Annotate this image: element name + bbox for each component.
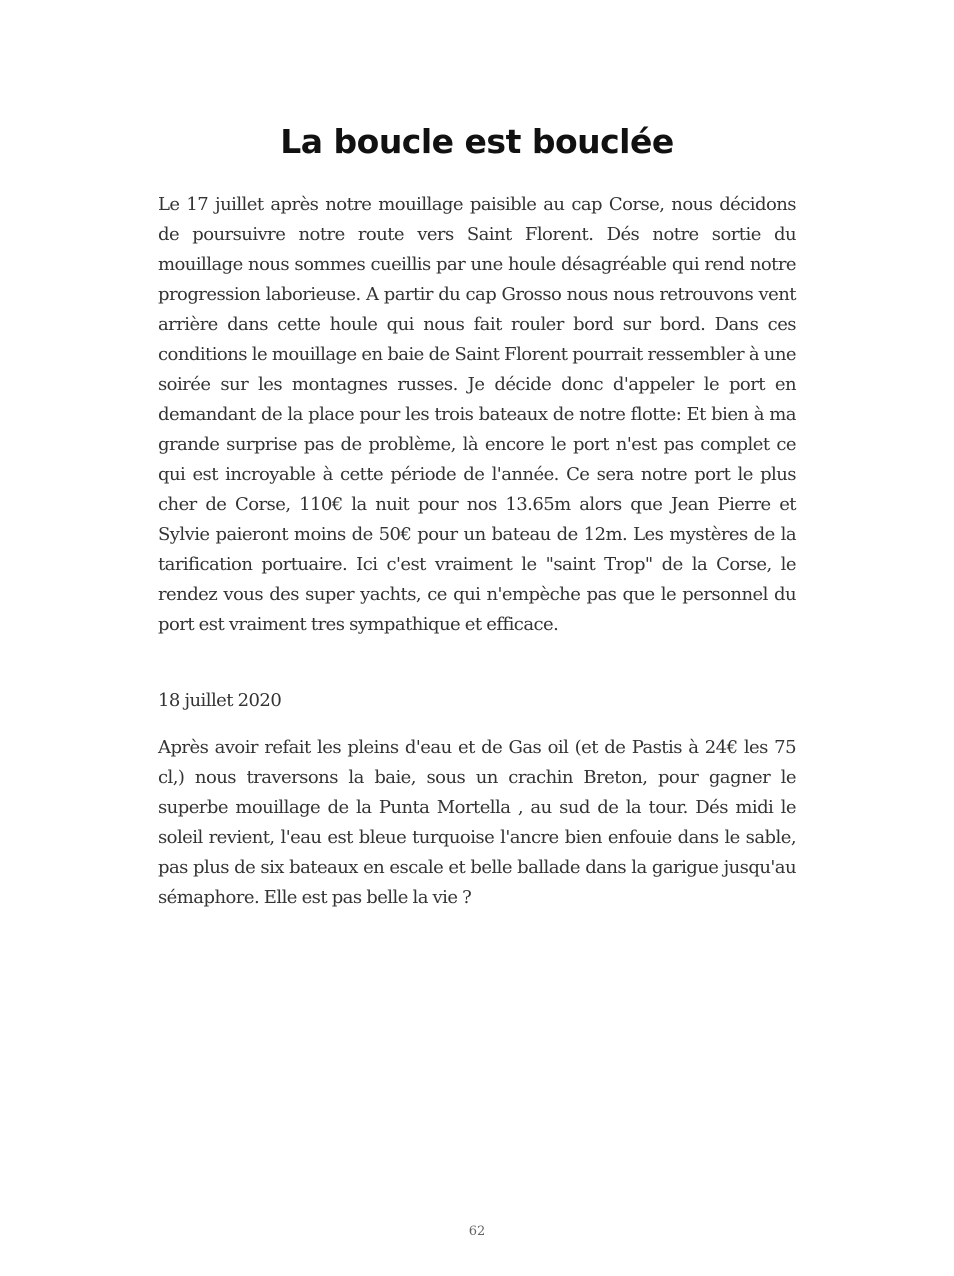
date-heading: 18 juillet 2020: [158, 690, 282, 711]
page-number: 62: [468, 1224, 486, 1239]
paragraph-arrival-saint-florent: Le 17 juillet après notre mouillage paisible au cap Corse, nous décidons de poursuivre notre route vers Saint Florent. Dés notre sortie du mouillage nous sommes cueillis par une houle désagréable qui rend notre progression laborieuse. A partir du cap Grosso nous nous retrouvons vent arrière dans cette houle qui nous fait rouler bord sur bord. Dans ces conditions le mouillage en baie de Saint Florent pourrait ressembler à une soirée sur les montagnes russes. Je décide donc d'appeler le port en demandant de la place pour les trois bateaux de notre flotte: Et bien à ma grande surprise pas de problème, là encore le port n'est pas complet ce qui est incroyable à cette période de l'année. Ce sera notre port le plus cher de Corse, 110€ la nuit pour nos 13.65m alors que Jean Pierre et Sylvie paieront moins de 50€ pour un bateau de 12m. Les mystères de la tarification portuaire. Ici c'est vraiment le "saint Trop" de la Corse, le rendez vous des super yachts, ce qui n'empèche pas que le personnel du port est vraiment tres sympathique et efficace.: [158, 194, 796, 635]
paragraph-punta-mortella: Après avoir refait les pleins d'eau et de Gas oil (et de Pastis à 24€ les 75 cl,) nous traversons la baie, sous un crachin Breton, pour gagner le superbe mouillage de la Punta Mortella , au sud de la tour. Dés midi le soleil revient, l'eau est bleue turquoise l'ancre bien enfouie dans le sable, pas plus de six bateaux en escale et belle ballade dans la garigue jusqu'au sémaphore. Elle est pas belle la vie ?: [158, 737, 796, 908]
page-title: La boucle est bouclée: [280, 122, 674, 161]
